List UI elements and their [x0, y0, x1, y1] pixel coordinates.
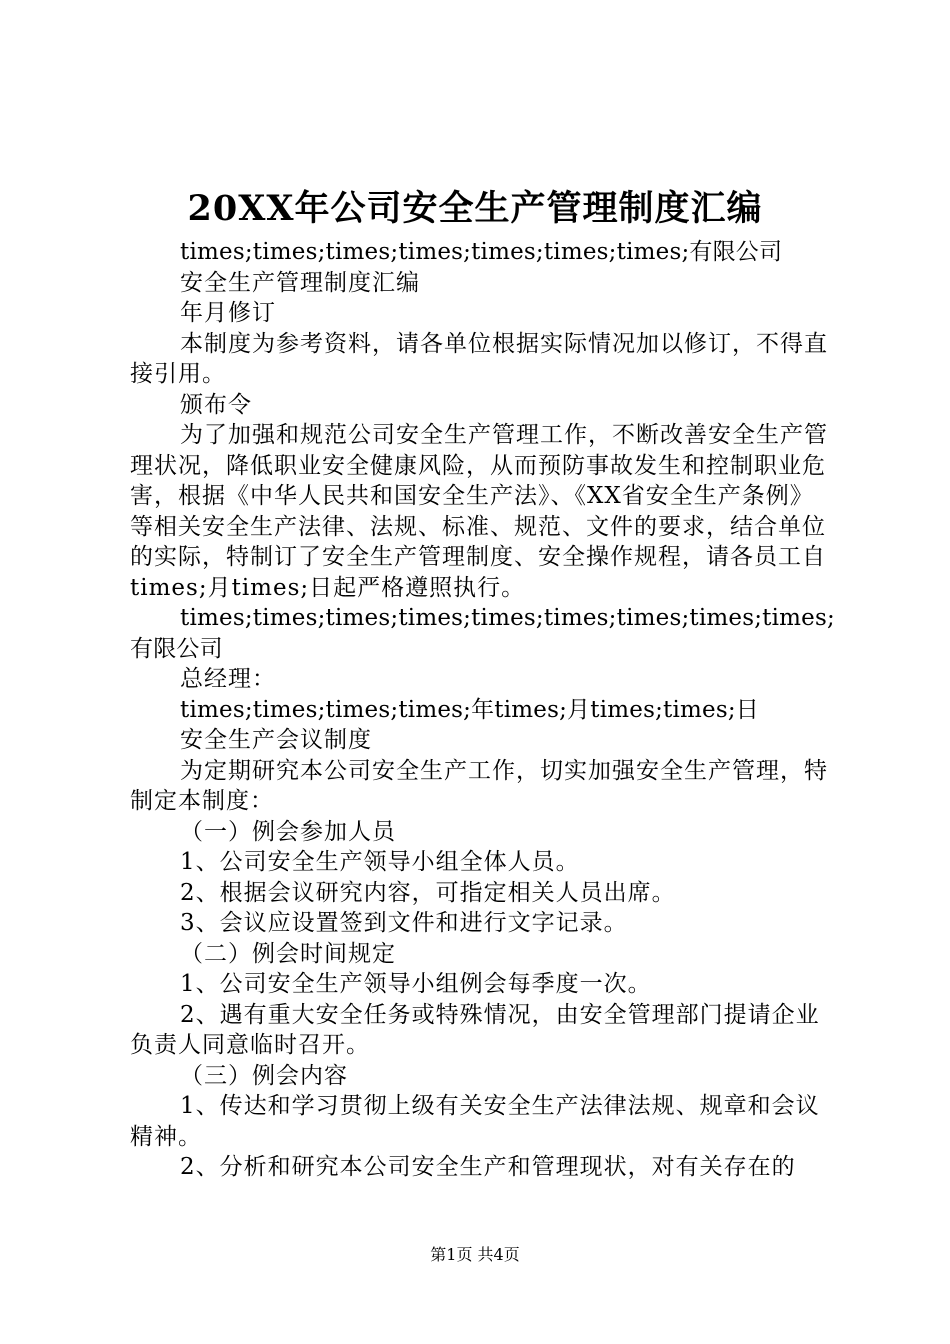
meeting-system-intro: 为定期研究本公司安全生产工作，切实加强安全生产管理，特制定本制度：	[130, 757, 828, 814]
promulgation-body: 为了加强和规范公司安全生产管理工作，不断改善安全生产管理状况，降低职业安全健康风险，从而预防事故发生和控制职业危害，根据《中华人民共和国安全生产法》、《XX省安全生产条例》等相关安全生产法律、法规、标准、规范、文件的要求，结合单位的实际，特制订了安全生产管理制度、安全操作规程，请各员工自times;月times;日起严格遵照执行。	[130, 422, 828, 601]
section-heading-meeting-system: 安全生产会议制度	[180, 727, 372, 753]
company-name-line: times;times;times;times;times;times;times;有限公司	[180, 239, 783, 265]
promulgation-heading: 颁布令	[180, 391, 252, 418]
revision-date-line: 年月修订	[180, 300, 276, 326]
subheading-meeting-time: （二）例会时间规定	[180, 940, 396, 967]
list-item: 2、遇有重大安全任务或特殊情况，由安全管理部门提请企业负责人同意临时召开。	[130, 1001, 820, 1058]
subheading-meeting-content: （三）例会内容	[180, 1062, 348, 1089]
subheading-attendees: （一）例会参加人员	[180, 818, 396, 845]
general-manager-label: 总经理：	[180, 666, 276, 692]
list-item: 2、根据会议研究内容，可指定相关人员出席。	[180, 879, 676, 906]
signing-date-line: times;times;times;times;年times;月times;times;日	[180, 696, 760, 723]
list-item: 1、公司安全生产领导小组全体人员。	[180, 849, 580, 875]
list-item: 1、公司安全生产领导小组例会每季度一次。	[180, 971, 652, 997]
page-footer: 第1页 共4页	[430, 1245, 520, 1264]
compilation-title: 安全生产管理制度汇编	[180, 269, 420, 296]
document-body	[130, 237, 836, 1183]
list-item: 2、分析和研究本公司安全生产和管理现状，对有关存在的	[180, 1154, 796, 1180]
list-item: 3、会议应设置签到文件和进行文字记录。	[180, 910, 628, 936]
reference-note: 本制度为参考资料，请各单位根据实际情况加以修订，不得直接引用。	[130, 330, 828, 387]
signing-company-line: times;times;times;times;times;times;times;times;times;有限公司	[130, 605, 835, 662]
document-title: 20XX年公司安全生产管理制度汇编	[187, 188, 763, 229]
list-item: 1、传达和学习贯彻上级有关安全生产法律法规、规章和会议精神。	[130, 1093, 820, 1150]
